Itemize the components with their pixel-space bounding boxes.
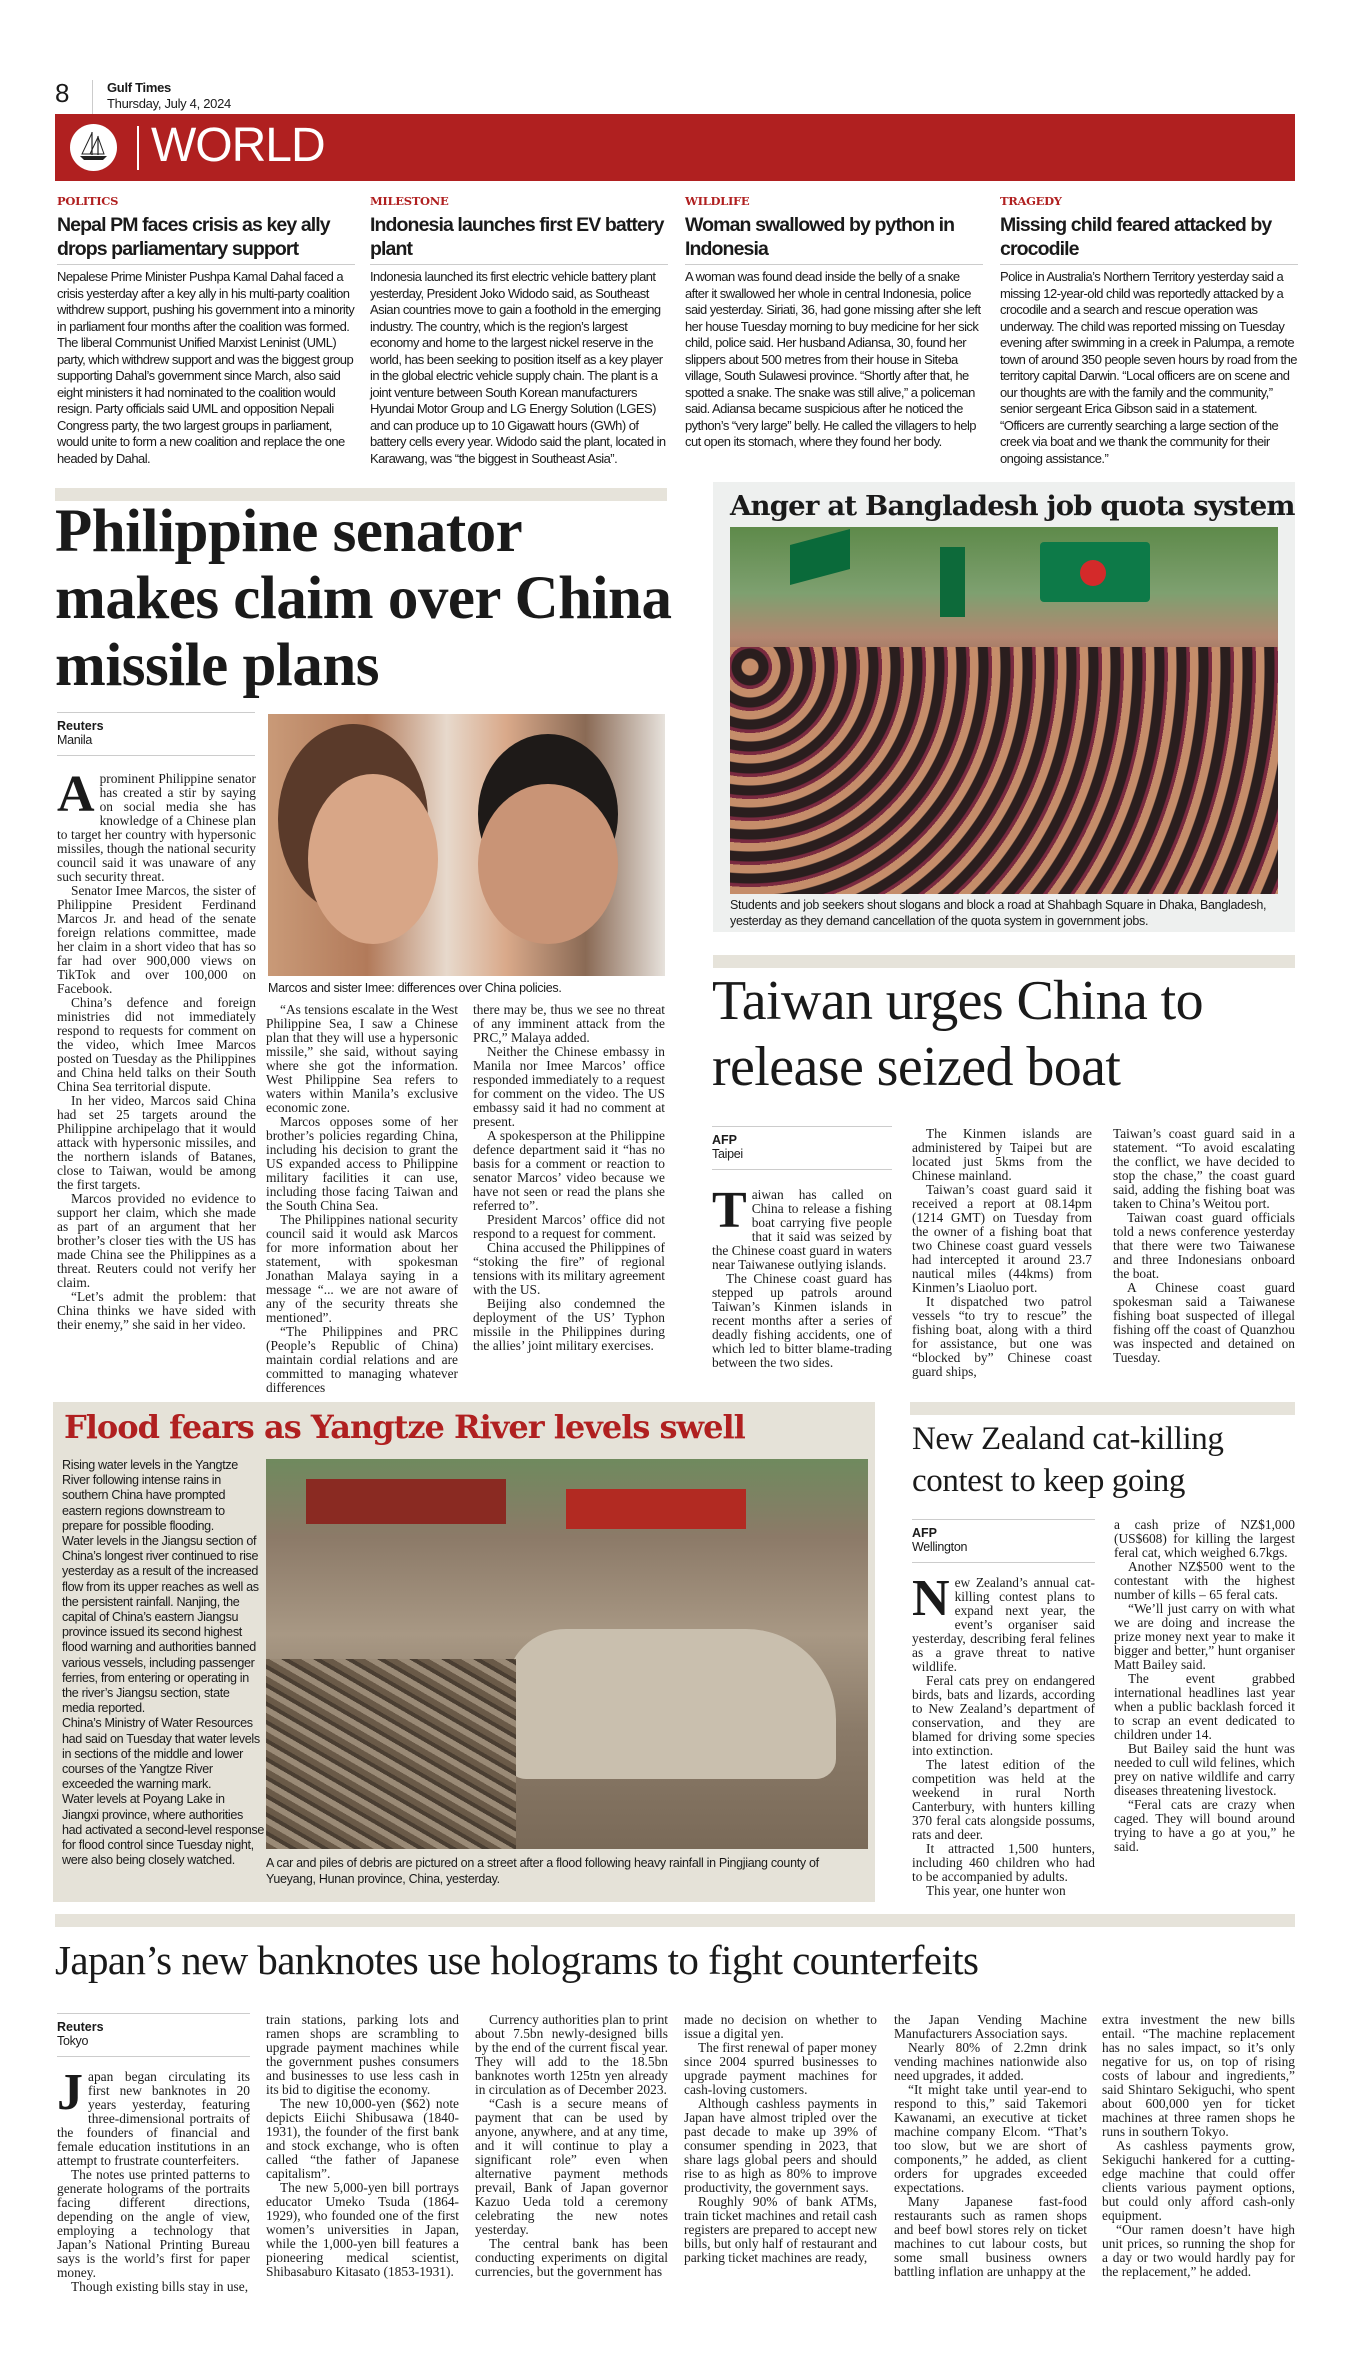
drop-cap: T — [712, 1182, 747, 1239]
paragraph: The first renewal of paper money since 2004 spurred businesses to upgrade payment machines for cash-loving customers. — [684, 2040, 877, 2097]
paragraph: prominent Philippine senator has created a stir by saying on social media she has knowledge of a Chinese plan to target her country with hypersonic missiles, though the national security council said it was unaware of any such security threat. — [57, 771, 256, 884]
paragraph: Taiwan coast guard officials told a news conference yesterday that there were two Taiwanese and three Indonesians onboard the boat. — [1113, 1210, 1295, 1281]
drop-cap: A — [57, 766, 95, 823]
paragraph: aiwan has called on China to release a fishing boat carrying five people that it said was seized by the Chinese coast guard in waters near Taiwanese outlying islands. — [712, 1187, 892, 1272]
byline-place: Manila — [57, 733, 93, 747]
article-headline[interactable]: New Zealand cat-killing contest to keep going — [912, 1421, 1224, 1499]
article-headline[interactable]: Philippine senator makes claim over China missile plans — [55, 498, 672, 699]
paragraph: Though existing bills stay in use, — [71, 2279, 249, 2294]
paragraph: “Feral cats are crazy when caged. They will bound around trying to have a go at you,” he said. — [1114, 1797, 1295, 1854]
byline-place: Tokyo — [57, 2034, 89, 2048]
paragraph: apan began circulating its first new banknotes in 20 years yesterday, featuring three-dimensional portraits of the founders of financial and female education institutions in an attempt to frustrate counterfeiters. — [57, 2069, 250, 2168]
byline-agency: AFP — [712, 1133, 737, 1147]
paragraph: The latest edition of the competition was held at the weekend in rural North Canterbury, with hunters killing 370 feral cats alongside possums, rats and deer. — [912, 1757, 1095, 1842]
brief-headline[interactable]: Woman swallowed by python in Indonesia — [685, 213, 983, 265]
publication-name: Gulf Times — [107, 80, 171, 95]
article-column — [1114, 1518, 1295, 1854]
brief-kicker: POLITICS — [57, 194, 119, 208]
mud-covered-car — [506, 1629, 836, 1779]
brief-kicker: WILDLIFE — [685, 194, 750, 208]
paragraph: Roughly 90% of bank ATMs, train ticket machines and retail cash registers are prepared to accept new bills, but only half of restaurant and parking ticket machines are ready, — [684, 2194, 877, 2265]
brief-headline[interactable]: Indonesia launches first EV battery plant — [370, 213, 668, 265]
article-column — [475, 2013, 668, 2279]
paragraph: Neither the Chinese embassy in Manila nor Imee Marcos’ office responded immediately to a request for comment on the video. The US embassy said it had no comment at present. — [473, 1044, 665, 1129]
paragraph: This year, one hunter won — [926, 1883, 1066, 1898]
paragraph: “The Philippines and PRC (People’s Republic of China) maintain cordial relations and are committed to managing whatever differences — [266, 1324, 458, 1395]
brief-body: A woman was found dead inside the belly of a snake after it swallowed her whole in central Indonesia, police said yesterday. Siriati, 36, had gone missing after she left her house Tuesday morning to buy medicine for her sick child, police said. Her husband Adiansa, 30, found her slippers about 500 metres from their house in Siteba village, South Sulawesi province. “Shortly after that, he spotted a snake. The snake was still alive,” a policeman said. Adiansa became suspicious after he noticed the python’s “very large” belly. He called the villagers to help cut open its stomach, where they found her body. — [685, 269, 981, 449]
paragraph: a cash prize of NZ$1,000 (US$608) for killing the largest feral cat, which weighed 6.7kgs. — [1114, 1517, 1295, 1560]
article-column — [1113, 1127, 1295, 1365]
byline — [57, 2013, 250, 2057]
section-title: WORLD — [151, 119, 325, 172]
paragraph: The event grabbed international headlines last year when a public backlash forced it to scrap an event dedicated to children under 14. — [1114, 1671, 1295, 1742]
brief-kicker: TRAGEDY — [1000, 194, 1062, 208]
photo-story-box — [53, 1402, 875, 1902]
paragraph: made no decision on whether to issue a digital yen. — [684, 2012, 877, 2041]
article-column — [894, 2013, 1087, 2279]
flag-shape — [790, 529, 850, 585]
brief-body: Police in Australia’s Northern Territory yesterday said a missing 12-year-old child was reportedly attacked by a crocodile and a search and rescue operation was underway. The child was reported missing on Tuesday evening after swimming in a creek in Palumpa, a remote town of around 350 people seven hours by road from the territory capital Darwin. “Local officers are on scene and our thoughts are with the family and the community,” senior sergeant Erica Gibson said in a statement. “Officers are currently searching a large section of the creek via boat and we thank the community for their ongoing assistance.” — [1000, 269, 1297, 466]
photo-caption: Marcos and sister Imee: differences over China policies. — [268, 981, 562, 995]
paragraph: The Philippines national security council said it would ask Marcos for more information about her statement, with spokesman Jonathan Malaya saying in a message “... we are not aware of any of the security threats she mentioned”. — [266, 1212, 458, 1325]
paragraph: Many Japanese fast-food restaurants such as ramen shops and beef bowl stores rely on ticket machines to cut labour costs, but some small business owners battling inflation are unhappy at the — [894, 2194, 1087, 2279]
article-column — [473, 1003, 665, 1353]
paragraph: Rising water levels in the Yangtze River following intense rains in southern China have prompted eastern regions downstream to prepare for possible flooding. — [62, 1458, 238, 1533]
article-column — [912, 1570, 1095, 1898]
paragraph: Although cashless payments in Japan have almost tripled over the past decade to make up 39% of consumer spending in 2023, that share lags global peers and should rise to as high as 80% to improve productivity, the government says. — [684, 2096, 877, 2195]
paragraph: “Our ramen doesn’t have high unit prices, so running the shop for a day or two would hardly pay for the replacement,” he added. — [1102, 2222, 1295, 2279]
paragraph: Taiwan’s coast guard said in a statement. “To avoid escalating the conflict, we have decided to stop the chase,” the coast guard said, adding the fishing boat was taken to China’s Weitou port. — [1113, 1126, 1295, 1211]
drop-cap: J — [57, 2064, 83, 2121]
article-column — [912, 1127, 1092, 1379]
paragraph: Water levels at Poyang Lake in Jiangxi province, where authorities had activated a second-level response for flood control since Tuesday night, were also being closely watched. — [62, 1792, 264, 1868]
drop-cap: N — [912, 1570, 950, 1627]
byline — [912, 1519, 1095, 1563]
byline-agency: Reuters — [57, 719, 104, 733]
flag-shape — [940, 547, 965, 617]
paragraph: But Bailey said the hunt was needed to cull wild felines, which prey on native wildlife and carry diseases threatening livestock. — [1114, 1741, 1295, 1798]
paragraph: Taiwan’s coast guard said it received a report at 08.14pm (1214 GMT) on Tuesday from the owner of a fishing boat that two Chinese coast guard vessels had intercepted it around 23.7 nautical miles (44kms) from Kinmen’s Liaoluo port. — [912, 1182, 1092, 1295]
brief-body: Nepalese Prime Minister Pushpa Kamal Dahal faced a crisis yesterday after a key ally in his multi-party coalition withdrew support, pushing his government into a minority in parliament four months after the coalition was formed. The liberal Communist Unified Marxist Leninist (UML) party, which withdrew support and was the biggest group supporting Dahal’s government since March, also said eight ministers it had nominated to the coalition would resign. Party officials said UML and opposition Nepali Congress party, the two largest groups in parliament, would unite to form a new coalition and replace the one headed by Dahal. — [57, 269, 355, 466]
paragraph: It attracted 1,500 hunters, including 460 children who had to be accompanied by adults. — [912, 1841, 1095, 1884]
brief-kicker: MILESTONE — [370, 194, 449, 208]
article-column — [266, 1003, 458, 1395]
article-column — [57, 766, 256, 1332]
paragraph: The Chinese coast guard has stepped up patrols around Taiwan’s Kinmen islands in recent months after a series of deadly fishing accidents, one of which led to bitter blame-trading between the two sides. — [712, 1271, 892, 1370]
paragraph: there may be, thus we see no threat of any imminent attack from the PRC,” Malaya added. — [473, 1002, 665, 1045]
brief-politics — [57, 194, 355, 467]
photo-story-box — [713, 482, 1295, 932]
paragraph: A Chinese coast guard spokesman said a Taiwanese fishing boat suspected of illegal fishing off the coast of Quanzhou was inspected and detained on Tuesday. — [1113, 1280, 1295, 1365]
paragraph: Senator Imee Marcos, the sister of Philippine President Ferdinand Marcos Jr. and head of the senate foreign relations committee, made her claim in a short video that has so far had over 900,000 views on TikTok and over 100,000 on Facebook. — [57, 883, 256, 996]
photo-caption: A car and piles of debris are pictured on a street after a flood following heavy rainfall in Pingjiang county of Yueyang, Hunan province, China, yesterday. — [266, 1856, 819, 1886]
paragraph: ew Zealand’s annual cat-killing contest plans to expand next year, the event’s organiser said yesterday, describing feral felines as a grave threat to native wildlife. — [912, 1575, 1095, 1674]
shop-sign — [566, 1489, 746, 1529]
byline — [712, 1126, 892, 1170]
paragraph: Marcos opposes some of her brother’s policies regarding China, including his decision to grant the US expanded access to Philippine military facilities it can use, including those facing Taiwan and the South China Sea. — [266, 1114, 458, 1213]
flag-shape — [1040, 542, 1150, 602]
article-column — [1102, 2013, 1295, 2279]
debris-pile — [266, 1659, 516, 1849]
paragraph: the Japan Vending Machine Manufacturers Association says. — [894, 2012, 1087, 2041]
section-rule — [713, 955, 1295, 968]
shop-sign — [306, 1479, 506, 1524]
article-column — [57, 2064, 250, 2294]
brief-body: Indonesia launched its first electric vehicle battery plant yesterday, President Joko Widodo said, as Southeast Asian countries move to gain a foothold in the emerging industry. The country, which is the region’s largest economy and home to the largest nickel reserve in the world, has been seeking to position itself as a key player in the global electric vehicle supply chain. The plant is a joint venture between South Korean manufacturers Hyundai Motor Group and LG Energy Solution (LGES) and can produce up to 10 Gigawatt hours (GWh) of battery cells every year. Widodo said the plant, located in Karawang, was “the biggest in Southeast Asia”. — [370, 269, 666, 466]
paragraph: Marcos provided no evidence to support her claim, which she made as part of an argument that her brother’s closer ties with the US has made China see the Philippines as a threat. Reuters could not verify her claim. — [57, 1191, 256, 1290]
byline-agency: Reuters — [57, 2020, 104, 2034]
paragraph: China’s defence and foreign ministries did not immediately respond to requests for comment on the video, which Imee Marcos posted on Tuesday as the Philippines and China held talks on their South China Sea territorial dispute. — [57, 995, 256, 1094]
photo-flood-debris — [266, 1459, 868, 1849]
photo-bangladesh-protest — [730, 527, 1278, 894]
paragraph: extra investment the new bills entail. “The machine replacement has no sales impact, so it’s only negative for us, on top of rising costs of labour and ingredients,” said Shintaro Sekiguchi, who spent about 600,000 yen for ticket machines at three ramen shops he runs in southern Tokyo. — [1102, 2012, 1295, 2139]
photo-caption: Students and job seekers shout slogans and block a road at Shahbagh Square in Dhaka, Bangladesh, yesterday as they demand cancellation of the quota system in government jobs. — [730, 898, 1267, 928]
paragraph: Currency authorities plan to print about 7.5bn newly-designed bills by the end of the current fiscal year. They will add to the 18.5bn banknotes worth 125tn yen already in circulation as of December 2023. — [475, 2012, 668, 2097]
byline — [57, 712, 255, 756]
article-headline[interactable]: Taiwan urges China to release seized boat — [712, 970, 1204, 1098]
brief-headline[interactable]: Nepal PM faces crisis as key ally drops parliamentary support — [57, 213, 355, 265]
paragraph: The Kinmen islands are administered by Taipei but are located just 5kms from the Chinese mainland. — [912, 1126, 1092, 1183]
paragraph: “We’ll just carry on with what we are doing and increase the prize money next year to make it bigger and better,” hunt organiser Matt Bailey said. — [1114, 1601, 1295, 1672]
crowd — [730, 647, 1278, 894]
photo-figure — [478, 784, 618, 944]
section-banner — [55, 114, 1295, 181]
paragraph: Beijing also condemned the deployment of the US’ Typhon missile in the Philippines during the allies’ joint military exercises. — [473, 1296, 665, 1353]
paragraph: “Let’s admit the problem: that China thinks we have sided with their enemy,” she said in her video. — [57, 1289, 256, 1332]
photo-figure — [308, 774, 438, 944]
paragraph: The new 5,000-yen bill portrays educator Umeko Tsuda (1864-1929), who founded one of the first women’s universities in Japan, while the 1,000-yen bill features a pioneering medical scientist, Shibasaburo Kitasato (1853-1931). — [266, 2180, 459, 2279]
paragraph: In her video, Marcos said China had set 25 targets around the Philippine archipelago that it would attack with hypersonic missiles, and the northern islands of Batanes, close to Taiwan, would be among the first targets. — [57, 1093, 256, 1192]
article-column — [266, 2013, 459, 2279]
brief-wildlife — [685, 194, 983, 451]
paragraph: President Marcos’ office did not respond to a request for comment. — [473, 1212, 665, 1241]
paragraph: It dispatched two patrol vessels “to try to rescue” the fishing boat, along with a third for assistance, but one was “blocked by” Chinese coast guard ships, — [912, 1294, 1092, 1379]
byline-place: Wellington — [912, 1540, 968, 1554]
brief-milestone — [370, 194, 668, 467]
paragraph: The notes use printed patterns to generate holograms of the portraits facing different directions, depending on the angle of view, employing a technology that Japan’s National Printing Bureau says is the world’s first for paper money. — [57, 2167, 250, 2280]
section-rule — [910, 1402, 1295, 1415]
photo-marcos-siblings — [268, 714, 665, 976]
page-number: 8 — [55, 78, 70, 108]
paragraph: A spokesperson at the Philippine defence department said it “has no basis for a comment or reaction to senator Marcos’ video because we have not seen or read the plans she referred to”. — [473, 1128, 665, 1213]
paragraph: Nearly 80% of 2.2mn drink vending machines nationwide also need upgrades, it added. — [894, 2040, 1087, 2083]
paragraph: The central bank has been conducting experiments on digital currencies, but the government has — [475, 2236, 668, 2279]
paragraph: China’s Ministry of Water Resources had said on Tuesday that water levels in sections of the middle and lower courses of the Yangtze River exceeded the warning mark. — [62, 1716, 260, 1792]
byline-place: Taipei — [712, 1147, 743, 1161]
photo-story-headline[interactable]: Anger at Bangladesh job quota system — [730, 490, 1295, 522]
paragraph: China accused the Philippines of “stoking the fire” of regional tensions with its military agreement with the US. — [473, 1240, 665, 1297]
brief-tragedy — [1000, 194, 1298, 467]
section-rule — [55, 1914, 1295, 1927]
article-headline[interactable]: Japan’s new banknotes use holograms to fight counterfeits — [55, 1937, 979, 1983]
divider — [92, 80, 93, 114]
paragraph: The new 10,000-yen ($62) note depicts Eiichi Shibusawa (1840-1931), the founder of the first bank and stock exchange, who is often called “the father of Japanese capitalism”. — [266, 2096, 459, 2181]
paragraph: Another NZ$500 went to the contestant with the highest number of kills – 65 feral cats. — [1114, 1559, 1295, 1602]
paragraph: Water levels in the Jiangsu section of China’s longest river continued to rise yesterday as a result of the increased flow from its upper reaches as well as the persistent rainfall. Nanjing, the capital of China’s eastern Jiangsu province issued its second highest flood warning and authorities banned various vessels, including passenger ferries, from entering or operating in the river’s Jiangsu section, state media reported. — [62, 1534, 259, 1716]
publication-date: Thursday, July 4, 2024 — [107, 96, 231, 111]
paragraph: “Cash is a secure means of payment that can be used by anyone, anywhere, and at any time, and it will continue to play a significant role” even when alternative payment methods prevail, Bank of Japan governor Kazuo Ueda told a ceremony celebrating the new notes yesterday. — [475, 2096, 668, 2237]
byline-agency: AFP — [912, 1526, 937, 1540]
divider — [137, 126, 139, 170]
paragraph: “It might take until year-end to respond to this,” said Takemori Kawanami, an executive at ticket machine company Elcom. “That’s too slow, but we are short of components,” he added, as client orders for upgrades exceeded expectations. — [894, 2082, 1087, 2195]
paragraph: train stations, parking lots and ramen shops are scrambling to upgrade payment machines while the government pushes consumers and businesses to use less cash in its bid to digitise the economy. — [266, 2012, 459, 2097]
article-column — [712, 1182, 892, 1370]
paragraph: Feral cats prey on endangered birds, bats and lizards, according to New Zealand’s department of conservation, and they are blamed for driving some species into extinction. — [912, 1673, 1095, 1758]
paragraph: “As tensions escalate in the West Philippine Sea, I saw a Chinese plan that they will use a hypersonic missile,” she said, without saying where she got the information. West Philippine Sea refers to waters within Manila’s exclusive economic zone. — [266, 1002, 458, 1115]
photo-story-headline[interactable]: Flood fears as Yangtze River levels swell — [64, 1408, 745, 1446]
paragraph: As cashless payments grow, Sekiguchi hankered for a cutting-edge machine that could offer clients various payment options, but could only afford cash-only equipment. — [1102, 2138, 1295, 2223]
brief-headline[interactable]: Missing child feared attacked by crocodile — [1000, 213, 1298, 265]
dhow-boat-logo-icon — [70, 124, 117, 171]
sidebar-text — [62, 1458, 264, 1868]
article-column — [684, 2013, 877, 2265]
